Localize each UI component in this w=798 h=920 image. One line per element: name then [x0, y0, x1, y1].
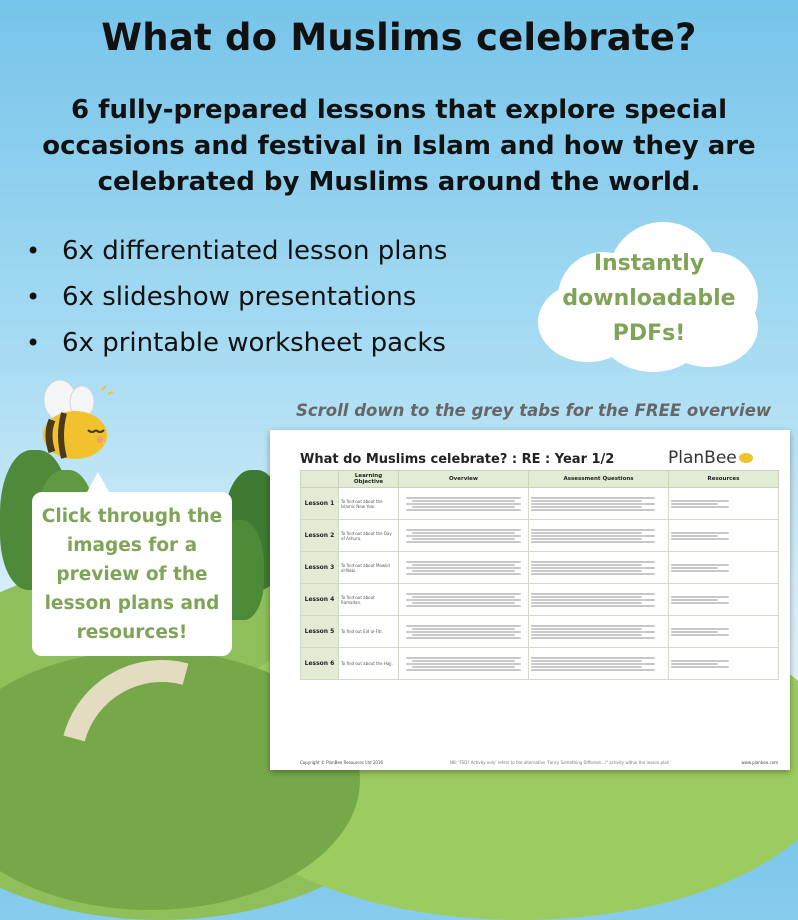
callout-text: Click through the images for a preview of the lesson plans and resources!: [41, 506, 223, 643]
bee-icon: [30, 380, 120, 470]
table-row: [301, 616, 779, 648]
table-header: Overview: [399, 471, 529, 488]
lesson-overview-text: [399, 552, 529, 584]
lesson-questions-text: [529, 616, 669, 648]
lesson-overview-text: [399, 616, 529, 648]
lesson-questions-text: [529, 648, 669, 680]
table-row: [301, 552, 779, 584]
table-header: Assessment Questions: [529, 471, 669, 488]
table-header: [301, 471, 339, 488]
bullet-icon: •: [26, 329, 41, 357]
feature-list: [26, 228, 447, 366]
lesson-resources-text: [669, 616, 779, 648]
lesson-resources-text: [669, 552, 779, 584]
lesson-questions-text: [529, 584, 669, 616]
lesson-resources-text: [669, 520, 779, 552]
lesson-resources-text: [669, 584, 779, 616]
lesson-overview-text: [399, 520, 529, 552]
lesson-objective: To find out Eid al-Fitr.: [339, 616, 399, 648]
lesson-overview-preview[interactable]: What do Muslims celebrate? : RE : Year 1/2 PlanBee Learning Objective Overview Assessment Questions Resources Lesson 1 To find out about the Islamic New Year. Lesson 2 To find out about the Day of Ashura. Lesson 3 To find out about Mawlid al-Nabi. Lesson 4 To find out about Ramadan. Lesson 5 To find out Eid al-Fitr. Lesson 6 To find out about the Hajj. Copyright © PlanBee Resources Ltd 2016 NB: 'FSD? Activity only' refers to the alternative 'Fancy Something Different...?' activity within the lesson plan www.planbee.com: [270, 430, 790, 770]
planbee-logo: PlanBee: [668, 448, 753, 468]
lesson-questions-text: [529, 520, 669, 552]
lesson-resources-text: [669, 648, 779, 680]
table-header: Learning Objective: [339, 471, 399, 488]
lesson-label: Lesson 6: [301, 648, 339, 680]
lesson-questions-text: [529, 552, 669, 584]
lesson-label: Lesson 1: [301, 488, 339, 520]
lesson-overview-text: [399, 488, 529, 520]
list-item: • 6x differentiated lesson plans: [26, 228, 447, 274]
table-header: Resources: [669, 471, 779, 488]
table-header-row: [301, 471, 779, 488]
download-badge: Instantly downloadable PDFs!: [562, 251, 736, 346]
lesson-label: Lesson 5: [301, 616, 339, 648]
overview-table: [300, 470, 779, 680]
list-item: • 6x printable worksheet packs: [26, 320, 447, 366]
table-row: [301, 648, 779, 680]
list-item: • 6x slideshow presentations: [26, 274, 447, 320]
lesson-label: Lesson 3: [301, 552, 339, 584]
lesson-objective: To find out about Ramadan.: [339, 584, 399, 616]
lesson-label: Lesson 4: [301, 584, 339, 616]
lesson-questions-text: [529, 488, 669, 520]
page-subtitle: 6 fully-prepared lessons that explore special occasions and festival in Islam and how they are celebrated by Muslims around the world.: [42, 95, 756, 197]
lesson-label: Lesson 2: [301, 520, 339, 552]
table-row: [301, 488, 779, 520]
lesson-objective: To find out about the Day of Ashura.: [339, 520, 399, 552]
bee-icon: [739, 453, 753, 463]
table-row: [301, 584, 779, 616]
lesson-resources-text: [669, 488, 779, 520]
lesson-overview-text: [399, 584, 529, 616]
bullet-icon: •: [26, 237, 41, 265]
document-title: What do Muslims celebrate? : RE : Year 1/2: [300, 452, 615, 467]
lesson-objective: To find out about the Hajj.: [339, 648, 399, 680]
table-row: [301, 520, 779, 552]
bullet-icon: •: [26, 283, 41, 311]
scroll-note: Scroll down to the grey tabs for the FREE overview: [296, 401, 772, 420]
callout-pointer: [86, 472, 110, 494]
lesson-objective: To find out about the Islamic New Year.: [339, 488, 399, 520]
page-title: What do Muslims celebrate?: [101, 16, 697, 59]
lesson-overview-text: [399, 648, 529, 680]
lesson-objective: To find out about Mawlid al-Nabi.: [339, 552, 399, 584]
